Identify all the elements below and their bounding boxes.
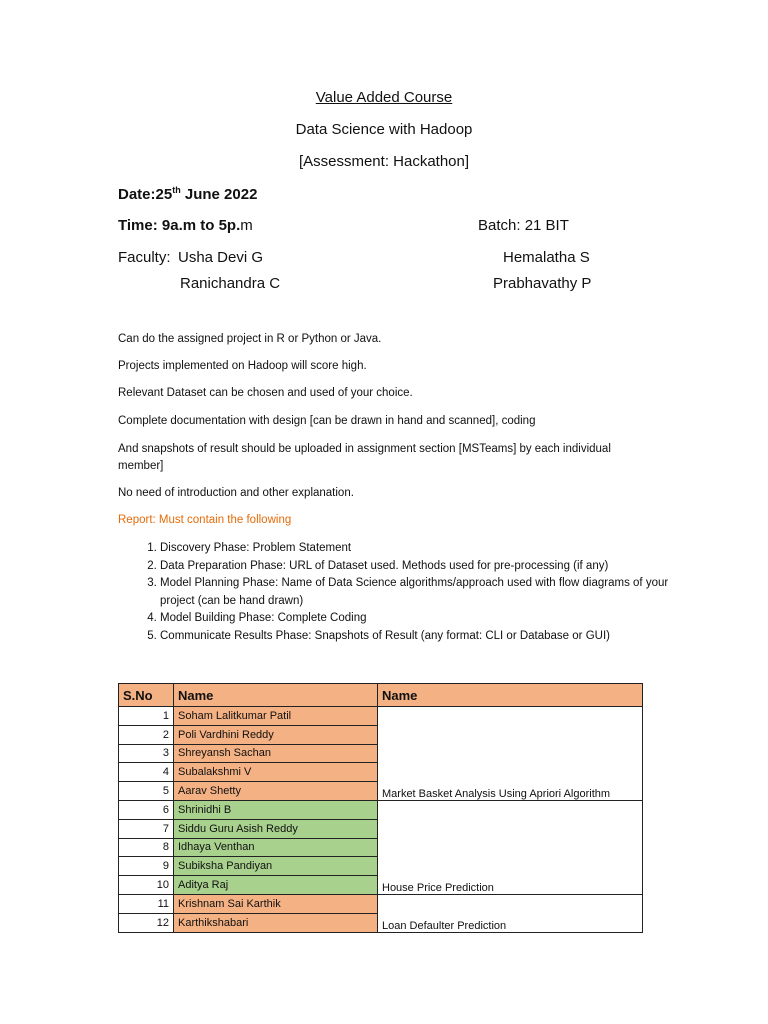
course-heading: Value Added Course [315, 89, 453, 106]
row-number: 1 [119, 707, 174, 726]
table-header-row [119, 684, 643, 707]
row-number: 11 [119, 894, 174, 913]
row-number: 8 [119, 838, 174, 857]
project-title: Market Basket Analysis Using Apriori Algorithm [378, 707, 643, 801]
instruction-line: Can do the assigned project in R or Python or Java. [118, 333, 382, 345]
time-bold: Time: 9a.m to 5p. [118, 217, 241, 234]
exam-date [118, 185, 257, 203]
report-items-list [118, 540, 700, 645]
member-name: Subiksha Pandiyan [174, 857, 378, 876]
date-prefix: Date:25 [118, 186, 173, 203]
course-title: Data Science with Hadoop [295, 121, 473, 138]
member-name: Soham Lalitkumar Patil [174, 707, 378, 726]
column-header-sno: S.No [119, 684, 174, 707]
project-title: House Price Prediction [378, 800, 643, 894]
faculty-label: Faculty: [118, 249, 171, 266]
row-number: 9 [119, 857, 174, 876]
member-name: Shreyansh Sachan [174, 744, 378, 763]
row-number: 12 [119, 913, 174, 932]
instruction-line: And snapshots of result should be uploaded in assignment section [MSTeams] by each individual member] [118, 443, 611, 472]
report-item: 2. Data Preparation Phase: URL of Dataset used. Methods used for pre-processing (if any) [160, 558, 700, 576]
time-rest: m [240, 217, 253, 234]
member-name: Shrinidhi B [174, 800, 378, 819]
faculty-name-2: Hemalatha S [503, 249, 590, 266]
report-item: 5. Communicate Results Phase: Snapshots of Result (any format: CLI or Database or GUI) [160, 628, 700, 646]
report-item: 3. Model Planning Phase: Name of Data Science algorithms/approach used with flow diagrams of your project (can be hand drawn) [160, 575, 700, 610]
faculty-name-4: Prabhavathy P [493, 275, 592, 292]
table-row [119, 894, 643, 913]
report-item: 1. Discovery Phase: Problem Statement [160, 540, 700, 558]
assessment-type: [Assessment: Hackathon] [298, 153, 470, 170]
team-allocation-table [118, 683, 643, 933]
row-number: 7 [119, 819, 174, 838]
faculty-name-3: Ranichandra C [180, 275, 281, 292]
row-number: 6 [119, 800, 174, 819]
instruction-line: No need of introduction and other explanation. [118, 487, 354, 499]
project-title: Loan Defaulter Prediction [378, 894, 643, 932]
instruction-line: Complete documentation with design [can be drawn in hand and scanned], coding [118, 415, 536, 427]
date-suffix: June 2022 [180, 186, 258, 203]
table-row [119, 707, 643, 726]
row-number: 10 [119, 876, 174, 895]
member-name: Krishnam Sai Karthik [174, 894, 378, 913]
row-number: 5 [119, 782, 174, 801]
member-name: Aarav Shetty [174, 782, 378, 801]
report-item: 4. Model Building Phase: Complete Coding [160, 610, 700, 628]
date-sup: th [172, 185, 181, 195]
member-name: Siddu Guru Asish Reddy [174, 819, 378, 838]
member-name: Subalakshmi V [174, 763, 378, 782]
faculty-name-1: Usha Devi G [178, 249, 264, 266]
row-number: 2 [119, 725, 174, 744]
instruction-line: Relevant Dataset can be chosen and used of your choice. [118, 387, 413, 399]
member-name: Idhaya Venthan [174, 838, 378, 857]
report-heading: Report: Must contain the following [118, 514, 292, 526]
column-header-project: Name [378, 684, 643, 707]
column-header-name: Name [174, 684, 378, 707]
member-name: Poli Vardhini Reddy [174, 725, 378, 744]
member-name: Karthikshabari [174, 913, 378, 932]
exam-time [118, 217, 253, 234]
table-row [119, 800, 643, 819]
row-number: 4 [119, 763, 174, 782]
instruction-line: Projects implemented on Hadoop will score high. [118, 360, 367, 372]
batch-label: Batch: 21 BIT [478, 217, 569, 234]
member-name: Aditya Raj [174, 876, 378, 895]
row-number: 3 [119, 744, 174, 763]
